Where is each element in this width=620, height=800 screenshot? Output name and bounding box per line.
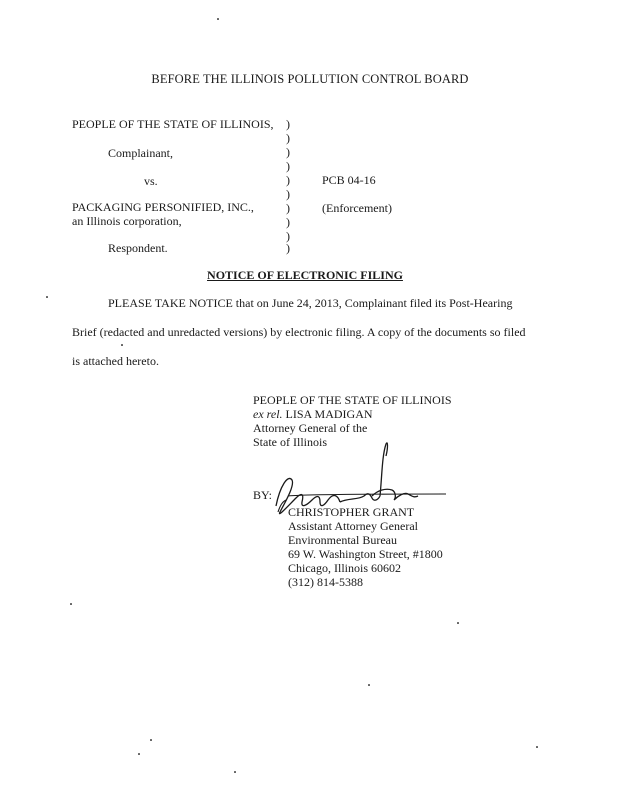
phone-number: (312) 814-5388: [288, 575, 363, 589]
scan-speck: [138, 753, 140, 755]
address-city: Chicago, Illinois 60602: [288, 561, 401, 575]
address-street: 69 W. Washington Street, #1800: [288, 547, 443, 561]
by-label: BY:: [253, 488, 272, 502]
body-line-3: is attached hereto.: [72, 354, 159, 368]
scan-speck: [234, 771, 236, 773]
signature-party: PEOPLE OF THE STATE OF ILLINOIS: [253, 393, 452, 407]
caption-paren: ): [286, 159, 290, 173]
bureau-name: Environmental Bureau: [288, 533, 397, 547]
case-number: PCB 04-16: [322, 173, 376, 187]
scan-speck: [457, 622, 459, 624]
scan-speck: [536, 746, 538, 748]
caption-paren: ): [286, 187, 290, 201]
scan-speck: [121, 344, 123, 346]
plaintiff-name: PEOPLE OF THE STATE OF ILLINOIS,: [72, 117, 274, 131]
caption-paren: ): [286, 201, 290, 215]
ex-rel-line: [253, 407, 373, 421]
scan-speck: [368, 684, 370, 686]
signer-name: CHRISTOPHER GRANT: [288, 505, 415, 519]
caption-paren: ): [286, 145, 290, 159]
ex-rel-prefix: ex rel.: [253, 407, 283, 421]
scan-speck: [46, 296, 48, 298]
document-title: BEFORE THE ILLINOIS POLLUTION CONTROL BOARD: [151, 72, 469, 86]
scan-speck: [217, 18, 219, 20]
caption-paren: ): [286, 215, 290, 229]
versus-label: vs.: [144, 174, 158, 188]
defendant-role: Respondent.: [108, 241, 168, 255]
caption-paren: ): [286, 241, 290, 255]
caption-paren: ): [286, 117, 290, 131]
attorney-general-title-1: Attorney General of the: [253, 421, 368, 435]
body-line-2: Brief (redacted and unredacted versions) by electronic filing. A copy of the documents so filed: [72, 325, 526, 339]
notice-heading: NOTICE OF ELECTRONIC FILING: [207, 268, 403, 282]
caption-paren: ): [286, 229, 290, 243]
caption-paren: ): [286, 173, 290, 187]
defendant-name: PACKAGING PERSONIFIED, INC.,: [72, 200, 254, 214]
signer-title: Assistant Attorney General: [288, 519, 418, 533]
scan-speck: [70, 603, 72, 605]
caption-paren: ): [286, 131, 290, 145]
case-type: (Enforcement): [322, 201, 392, 215]
body-line-1: PLEASE TAKE NOTICE that on June 24, 2013, Complainant filed its Post-Hearing: [108, 296, 513, 310]
scan-speck: [150, 739, 152, 741]
plaintiff-role: Complainant,: [108, 146, 173, 160]
defendant-description: an Illinois corporation,: [72, 214, 182, 228]
attorney-general-title-2: State of Illinois: [253, 435, 327, 449]
ex-rel-name: LISA MADIGAN: [285, 407, 373, 421]
